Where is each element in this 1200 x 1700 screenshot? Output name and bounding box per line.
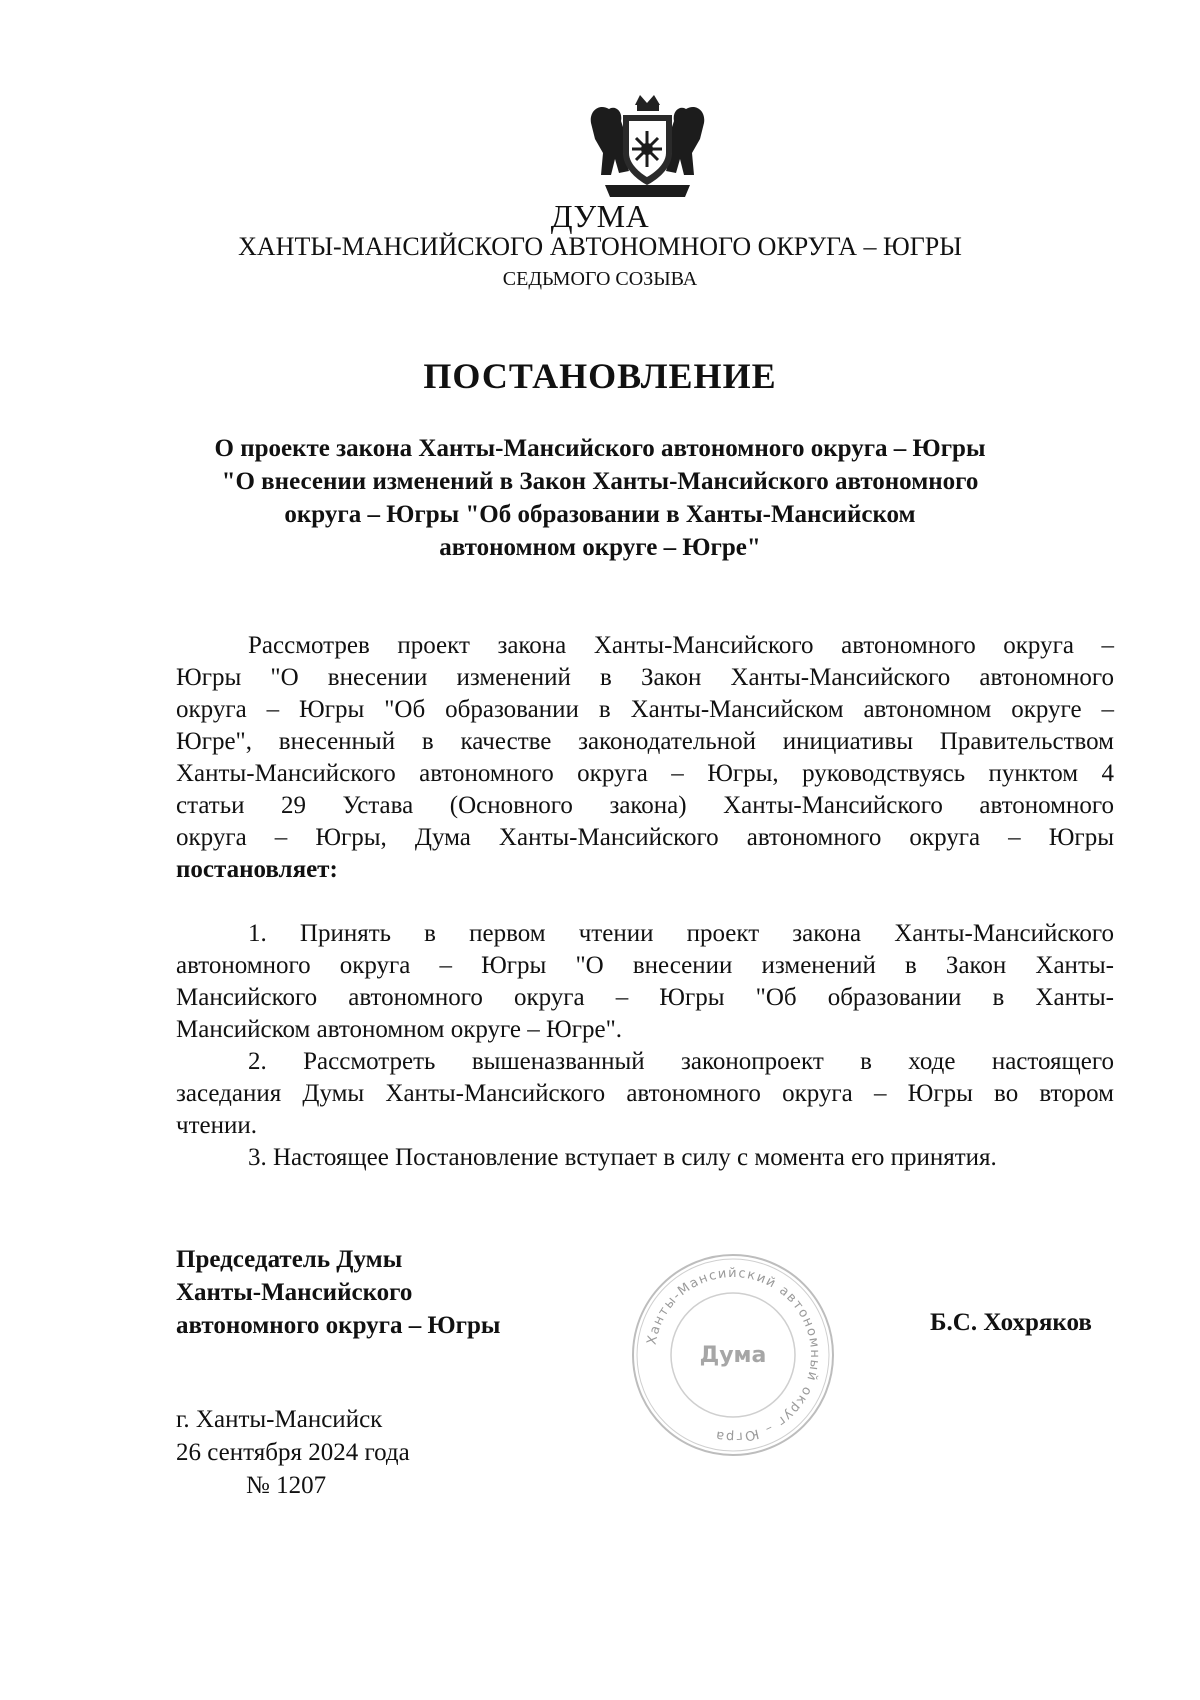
document-subject: [180, 432, 1020, 564]
item-1-line: Мансийском автономном округе – Югре".: [176, 1016, 623, 1043]
preamble-line: Югры "О внесении изменений в Закон Ханты-Мансийского автономного: [176, 664, 1114, 691]
item-2-line: 2. Рассмотреть вышеназванный законопроект в ходе настоящего: [248, 1048, 1114, 1075]
item-1-line: Мансийского автономного округа – Югры "Об образовании в Ханты-: [176, 984, 1114, 1011]
document-number: № 1207: [246, 1472, 327, 1499]
item-1-line: 1. Принять в первом чтении проект закона Ханты-Мансийского: [248, 920, 1114, 947]
stamp-center-text: Дума: [699, 1343, 767, 1368]
date: 26 сентября 2024 года: [176, 1439, 410, 1466]
signatory-title-line: Председатель Думы: [176, 1246, 403, 1273]
item-2-line: чтении.: [176, 1112, 257, 1139]
region-name: ХАНТЫ-МАНСИЙСКОГО АВТОНОМНОГО ОКРУГА – ЮГРЫ: [238, 232, 962, 261]
subject-line: автономном округе – Югре": [439, 534, 761, 561]
document-type: ПОСТАНОВЛЕНИЕ: [423, 356, 777, 396]
place-date-number: [176, 1403, 410, 1502]
coat-of-arms-icon: [585, 93, 710, 201]
preamble-line: округа – Югры "Об образовании в Ханты-Мансийском автономном округе –: [176, 696, 1114, 723]
resolution-items: [176, 918, 1114, 1174]
item-3-line: 3. Настоящее Постановление вступает в силу с момента его принятия.: [248, 1144, 997, 1171]
signatory-title-line: автономного округа – Югры: [176, 1312, 501, 1339]
preamble-line: Ханты-Мансийского автономного округа – Югры, руководствуясь пунктом 4: [176, 760, 1114, 787]
convocation: СЕДЬМОГО СОЗЫВА: [502, 268, 698, 290]
item-1-line: автономного округа – Югры "О внесении изменений в Закон Ханты-: [176, 952, 1114, 979]
subject-line: "О внесении изменений в Закон Ханты-Мансийского автономного: [221, 468, 979, 495]
preamble-line: статьи 29 Устава (Основного закона) Ханты-Мансийского автономного: [176, 792, 1114, 819]
subject-line: округа – Югры "Об образовании в Ханты-Мансийском: [284, 501, 916, 528]
signatory-name: Б.С. Хохряков: [930, 1309, 1092, 1336]
resolves-word: постановляет:: [176, 856, 338, 883]
signatory-title-line: Ханты-Мансийского: [176, 1279, 413, 1306]
official-stamp: [628, 1250, 838, 1460]
preamble: [176, 630, 1114, 886]
subject-line: О проекте закона Ханты-Мансийского автономного округа – Югры: [214, 435, 986, 462]
signatory-title: [176, 1243, 500, 1342]
preamble-line: Рассмотрев проект закона Ханты-Мансийского автономного округа –: [248, 632, 1114, 659]
preamble-line: Югре", внесенный в качестве законодательной инициативы Правительством: [176, 728, 1114, 755]
organization-name: ДУМА: [550, 198, 650, 234]
stamp-ring-text: Ханты-Мансийский автономный округ – Югра: [644, 1265, 823, 1445]
preamble-line: округа – Югры, Дума Ханты-Мансийского автономного округа – Югры: [176, 824, 1114, 851]
place: г. Ханты-Мансийск: [176, 1406, 383, 1433]
item-2-line: заседания Думы Ханты-Мансийского автономного округа – Югры во втором: [176, 1080, 1114, 1107]
